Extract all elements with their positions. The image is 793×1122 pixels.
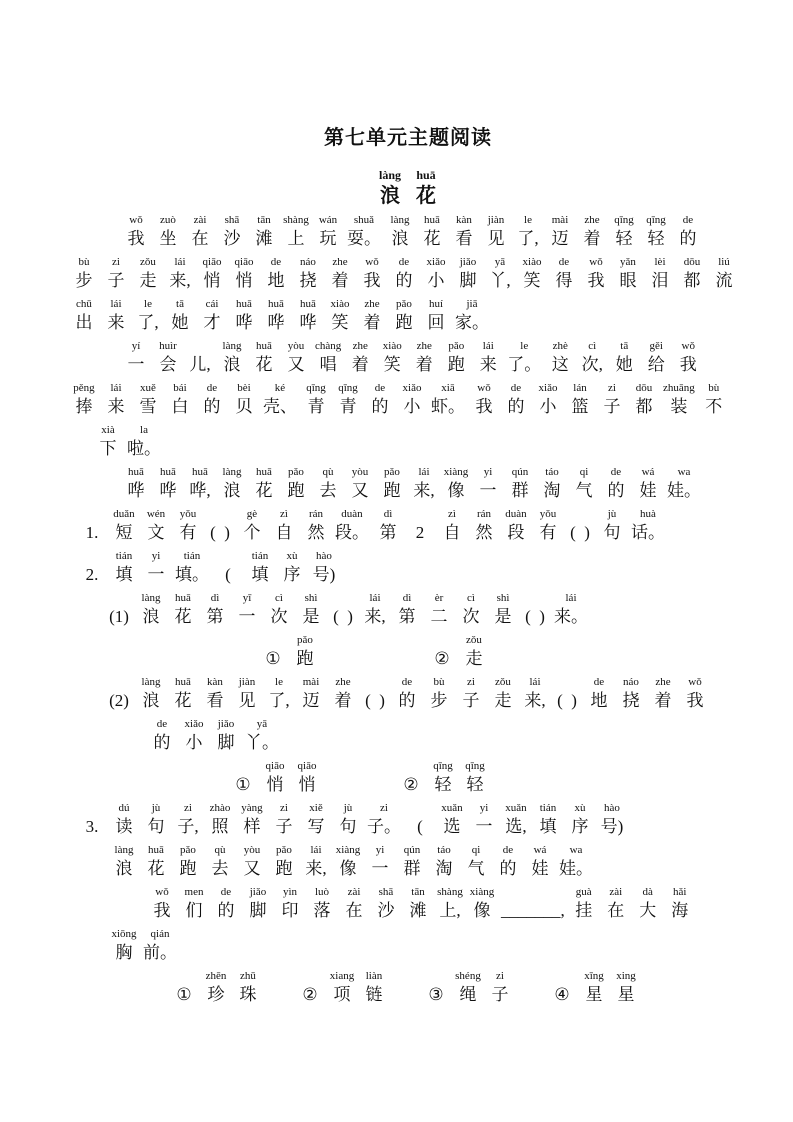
ruby-unit: xiě 写 [307,802,325,836]
ruby-unit: xīng 星 [584,970,604,1004]
ruby-unit: pǎo 跑 [383,466,401,500]
ruby-unit: wǒ 我 [475,382,493,416]
ruby-unit: yi 一 [147,550,165,584]
ruby-unit: huā 花 [174,676,192,710]
ruby-unit: ( ) [570,523,590,542]
ruby-unit: lái 来。 [554,592,588,626]
ruby-unit: ( ) [557,691,577,710]
ruby-unit: mài 迈 [302,676,320,710]
ruby-unit: le 了, [517,214,539,248]
ruby-unit: pǎo 跑 [395,298,413,332]
ruby-unit: zhe 着 [334,676,352,710]
ruby-unit: xiàng 像 [443,466,469,500]
ruby-unit: qīng 轻 [646,214,666,248]
ruby-unit: ② [302,985,318,1004]
page-title: 第七单元主题阅读 [324,127,492,149]
ruby-unit: xià 下 [99,424,117,458]
passage-line-4 [68,340,748,377]
ruby-unit: zuò 坐 [159,214,177,248]
ruby-unit: zhe 着 [415,340,433,374]
ruby-unit: lái 来, [305,844,327,878]
ruby-unit: yòu 又 [287,340,305,374]
ruby-unit: shéng 绳 [455,970,481,1004]
ruby-unit: zi 子 [462,676,480,710]
ruby-unit: jiǎo 脚 [217,718,235,752]
ruby-unit: yàng 样 [241,802,263,836]
ruby-unit: mài 迈 [551,214,569,248]
question-3-fill-sentence-line-2 [68,928,748,965]
ruby-unit: zhe 着 [583,214,601,248]
ruby-unit: qún 群 [403,844,421,878]
passage-line-6 [68,424,748,461]
ruby-unit: qīng 轻 [614,214,634,248]
ruby-unit: làng 浪 [141,676,161,710]
ruby-unit: qīng 青 [306,382,326,416]
ruby-unit: hào 号) [312,550,336,584]
passage-line-2 [68,256,748,293]
ruby-unit: guà 挂 [575,886,593,920]
ruby-unit: zǒu 走 [494,676,512,710]
ruby-unit: xiā 虾。 [431,382,465,416]
ruby-unit: zhe 着 [363,298,381,332]
ruby-unit: ② [434,649,450,668]
ruby-unit: gè 个 [243,508,261,542]
ruby-unit: shì 是 [302,592,320,626]
ruby-unit: zhe 着 [351,340,369,374]
question-2-item-2-options [68,760,748,797]
ruby-unit: pǎo 跑 [275,844,293,878]
ruby-unit: duàn 段。 [335,508,369,542]
ruby-unit: yìn 印 [281,886,299,920]
question-2-item-2-line-1 [68,676,748,713]
ruby-unit: ( ) [365,691,385,710]
ruby-unit: luò 落 [313,886,331,920]
ruby-unit: zhè 这 [551,340,569,374]
passage-title [68,168,748,210]
ruby-unit: xiǎo 小 [184,718,204,752]
ruby-unit: cì 次, [581,340,603,374]
ruby-unit: de 的 [507,382,525,416]
ruby-unit: zi 子 [491,970,509,1004]
ruby-unit: èr 二 [430,592,448,626]
ruby-unit: wǒ 我 [679,340,697,374]
ruby-unit: shàng 上, [437,886,463,920]
option-1-pao [257,634,321,671]
ruby-unit: cái 才 [203,298,221,332]
ruby-unit: bù 步 [75,256,93,290]
ruby-unit: xiào 笑 [522,256,542,290]
ruby-unit: _______, [501,901,565,920]
ruby-unit: làng 浪 [141,592,161,626]
ruby-unit: bái 白 [171,382,189,416]
ruby-unit: huā 花 [255,340,273,374]
ruby-unit: wa 娃。 [559,844,593,878]
ruby-unit: kàn 看 [206,676,224,710]
ruby-unit: de 的 [679,214,697,248]
question-3 [68,802,748,839]
ruby-unit: yí 一 [127,340,145,374]
ruby-unit: huā 哗 [235,298,253,332]
ruby-unit: jiǎo 脚 [459,256,477,290]
ruby-unit: làng 浪 [222,466,242,500]
ruby-unit: tān 滩 [255,214,273,248]
ruby-unit: ( [225,565,231,584]
ruby-unit: qiāo 悄 [297,760,317,794]
ruby-unit: wǒ 我 [127,214,145,248]
ruby-unit: ( ) [333,607,353,626]
ruby-unit: jù 句 [339,802,357,836]
ruby-unit: shā 沙 [223,214,241,248]
ruby-unit: yǎn 眼 [619,256,637,290]
ruby-unit: zhū 珠 [239,970,257,1004]
ruby-unit: tián 填 [251,550,269,584]
ruby-unit: qīng 轻 [465,760,485,794]
ruby-unit: xiàng 像 [469,886,495,920]
ruby-unit: huā 花 [174,592,192,626]
ruby-unit: yòu 又 [243,844,261,878]
ruby-unit: huā 哗 [267,298,285,332]
ruby-unit: xuǎn 选 [441,802,463,836]
ruby-unit: ké 壳、 [263,382,297,416]
ruby-unit: huí 回 [427,298,445,332]
passage-line-5 [68,382,748,419]
ruby-unit: ( ) [525,607,545,626]
ruby-unit: wǒ 我 [686,676,704,710]
ruby-unit: le 了, [268,676,290,710]
ruby-unit: zài 在 [607,886,625,920]
ruby-unit: ④ [554,985,570,1004]
ruby-unit: cì 次 [270,592,288,626]
ruby-unit: cì 次 [462,592,480,626]
ruby-unit: pǎo 跑 [296,634,314,668]
ruby-unit: xiàng 像 [335,844,361,878]
ruby-unit: xiōng 胸 [111,928,137,962]
option-4-xingxing [546,970,642,1007]
ruby-unit: tián 填 [539,802,557,836]
ruby-unit: chàng 唱 [315,340,342,374]
ruby-unit: ( [417,817,423,836]
ruby-unit: la 啦。 [127,424,161,458]
ruby-unit: pǎo 跑 [447,340,465,374]
ruby-unit: hǎi 海 [671,886,689,920]
ruby-unit: qīng 轻 [433,760,453,794]
ruby-unit: làng 浪 [390,214,410,248]
ruby-unit: chū 出 [75,298,93,332]
ruby-unit: wán 玩 [318,214,338,248]
ruby-unit: jiàn 见 [238,676,256,710]
ruby-unit: liàn 链 [365,970,383,1004]
ruby-unit: qiāo 悄 [265,760,285,794]
ruby-unit: náo 挠 [622,676,640,710]
ruby-unit: huā 哗 [299,298,317,332]
ruby-unit: huā 花 [255,466,273,500]
ruby-unit: táo 淘 [543,466,561,500]
ruby-unit: yā 丫, [489,256,511,290]
ruby-unit: wa 娃。 [667,466,701,500]
ruby-unit: men 们 [184,886,204,920]
ruby-unit: náo 挠 [299,256,317,290]
ruby-unit: táo 淘 [435,844,453,878]
ruby-unit: làng 浪 [114,844,134,878]
ruby-unit: zhēn 珍 [205,970,227,1004]
ruby-unit: xiang 项 [329,970,355,1004]
ruby-unit: xiào 笑 [382,340,402,374]
ruby-unit: wá 娃 [639,466,657,500]
ruby-unit: tā 她 [615,340,633,374]
ruby-unit: dōu 都 [683,256,701,290]
passage-line-1 [68,214,748,251]
ruby-unit: huā 哗 [127,466,145,500]
ruby-unit: de 的 [607,466,625,500]
ruby-unit: zǒu 走 [465,634,483,668]
ruby-unit: 2. [85,565,99,584]
ruby-unit: zi 子 [275,802,293,836]
question-1 [68,508,748,545]
ruby-unit: zi 子。 [367,802,401,836]
ruby-unit: ① [235,775,251,794]
question-2-item-1 [68,592,748,629]
ruby-unit: le 了。 [507,340,542,374]
ruby-unit: yi 一 [479,466,497,500]
ruby-unit: jù 句 [147,802,165,836]
ruby-unit: bù 不 [705,382,723,416]
ruby-unit: qián 前。 [143,928,177,962]
ruby-unit: de 的 [203,382,221,416]
ruby-unit: 3. [85,817,99,836]
ruby-unit: yǒu 有 [179,508,197,542]
ruby-unit: tián 填。 [175,550,209,584]
ruby-unit: xiào 笑 [330,298,350,332]
ruby-unit: lái 来, [413,466,435,500]
question-3-example-sentence [68,844,748,881]
ruby-unit: (2) [109,691,129,710]
ruby-unit: bèi 贝 [235,382,253,416]
ruby-unit: pǎo 跑 [287,466,305,500]
ruby-unit: tā 她 [171,298,189,332]
ruby-unit: liú 流 [715,256,733,290]
ruby-unit: lái 来 [107,382,125,416]
ruby-unit: shàng 上 [283,214,309,248]
ruby-unit: de 的 [499,844,517,878]
ruby-unit: qi 气 [575,466,593,500]
option-2-xianglian [294,970,390,1007]
ruby-unit: wǒ 我 [153,886,171,920]
ruby-unit: xiǎo 小 [426,256,446,290]
ruby-unit: yī 一 [238,592,256,626]
ruby-unit: wá 娃 [531,844,549,878]
ruby-unit: zi 子, [177,802,199,836]
ruby-unit: zhuāng 装 [663,382,695,416]
ruby-unit: qiāo 悄 [202,256,222,290]
ruby-unit: yǒu 有 [539,508,557,542]
ruby-unit: de 的 [398,676,416,710]
option-1-qiaoqiao [227,760,323,797]
ruby-unit: de 的 [371,382,389,416]
ruby-unit: de 地 [267,256,285,290]
ruby-unit: yi 一 [475,802,493,836]
ruby-unit: tān 滩 [409,886,427,920]
ruby-unit: rán 然 [475,508,493,542]
question-3-fill-sentence-line-1 [68,886,748,923]
ruby-unit: xù 序 [571,802,589,836]
ruby-unit: de 得 [555,256,573,290]
option-3-shengzi [420,970,516,1007]
ruby-unit: yòu 又 [351,466,369,500]
ruby-unit: lán 篮 [571,382,589,416]
ruby-unit: ( ) [210,523,230,542]
question-3-options [68,970,748,1007]
question-2-item-2-line-2 [68,718,748,755]
ruby-unit: bù 步 [430,676,448,710]
question-2-item-1-options [68,634,748,671]
ruby-unit: dì 第 [379,508,397,542]
ruby-unit: jiā 家。 [455,298,489,332]
ruby-unit: le 了, [137,298,159,332]
ruby-unit: xuě 雪 [139,382,157,416]
ruby-unit: dú 读 [115,802,133,836]
ruby-unit: huā 花 [416,168,436,207]
ruby-unit: hào 号) [600,802,624,836]
ruby-unit: shuǎ 耍。 [347,214,381,248]
ruby-unit: lái 来, [364,592,386,626]
ruby-unit: huìr 会 [159,340,177,374]
ruby-unit: làng 浪 [222,340,242,374]
passage-line-7 [68,466,748,503]
question-2 [68,550,748,587]
ruby-unit: dōu 都 [635,382,653,416]
ruby-unit: ① [176,985,192,1004]
ruby-unit: wǒ 我 [587,256,605,290]
ruby-unit: ② [403,775,419,794]
ruby-unit: 儿, [189,355,211,374]
ruby-unit: zhào 照 [209,802,231,836]
ruby-unit: lái 来 [479,340,497,374]
ruby-unit: lái 来, [169,256,191,290]
ruby-unit: huà 话。 [631,508,665,542]
ruby-unit: qiāo 悄 [234,256,254,290]
ruby-unit: xuǎn 选, [505,802,527,836]
ruby-unit: huā 花 [423,214,441,248]
ruby-unit: 1. [85,523,99,542]
ruby-unit: dà 大 [639,886,657,920]
ruby-unit: huā 花 [147,844,165,878]
ruby-unit: pǎo 跑 [179,844,197,878]
ruby-unit: zi 子 [107,256,125,290]
ruby-unit: zì 自 [275,508,293,542]
ruby-unit: xiǎo 小 [402,382,422,416]
option-2-qingqing [395,760,491,797]
ruby-unit: wǒ 我 [363,256,381,290]
ruby-unit: qù 去 [211,844,229,878]
ruby-unit: lái 来, [524,676,546,710]
ruby-unit: jiàn 见 [487,214,505,248]
ruby-unit: zǒu 走 [139,256,157,290]
ruby-unit: qún 群 [511,466,529,500]
option-1-zhenzhu [168,970,264,1007]
ruby-unit: wén 文 [146,508,166,542]
ruby-unit: (1) [109,607,129,626]
ruby-unit: qi 气 [467,844,485,878]
ruby-unit: de 的 [217,886,235,920]
ruby-unit: lái 来 [107,298,125,332]
ruby-unit: de 地 [590,676,608,710]
ruby-unit: xù 序 [283,550,301,584]
ruby-unit: tián 填 [115,550,133,584]
ruby-unit: yi 一 [371,844,389,878]
ruby-unit: zài 在 [191,214,209,248]
ruby-unit: gěi 给 [647,340,665,374]
option-2-zou [426,634,490,671]
ruby-unit: duàn 段 [505,508,527,542]
ruby-unit: qù 去 [319,466,337,500]
passage-line-3 [68,298,748,335]
ruby-unit: zì 自 [443,508,461,542]
ruby-unit: ① [265,649,281,668]
ruby-unit: huā 哗, [189,466,211,500]
ruby-unit: qīng 青 [338,382,358,416]
ruby-unit: de 的 [153,718,171,752]
ruby-unit: pěng 捧 [73,382,95,416]
ruby-unit: jù 句 [603,508,621,542]
ruby-unit: duǎn 短 [113,508,135,542]
ruby-unit: ③ [428,985,444,1004]
ruby-unit: xiǎo 小 [538,382,558,416]
ruby-unit: rán 然 [307,508,325,542]
ruby-unit: dì 第 [398,592,416,626]
ruby-unit: jiǎo 脚 [249,886,267,920]
ruby-unit: huā 哗 [159,466,177,500]
ruby-unit: zài 在 [345,886,363,920]
ruby-unit: zhe 着 [654,676,672,710]
ruby-unit: de 的 [395,256,413,290]
ruby-unit: kàn 看 [455,214,473,248]
ruby-unit: 2 [415,523,425,542]
ruby-unit: lèi 泪 [651,256,669,290]
ruby-unit: yā 丫。 [245,718,279,752]
ruby-unit: shì 是 [494,592,512,626]
ruby-unit: shā 沙 [377,886,395,920]
ruby-unit: xing 星 [616,970,636,1004]
ruby-unit: dì 第 [206,592,224,626]
ruby-unit: làng 浪 [378,168,401,207]
ruby-unit: zi 子 [603,382,621,416]
ruby-unit: zhe 着 [331,256,349,290]
